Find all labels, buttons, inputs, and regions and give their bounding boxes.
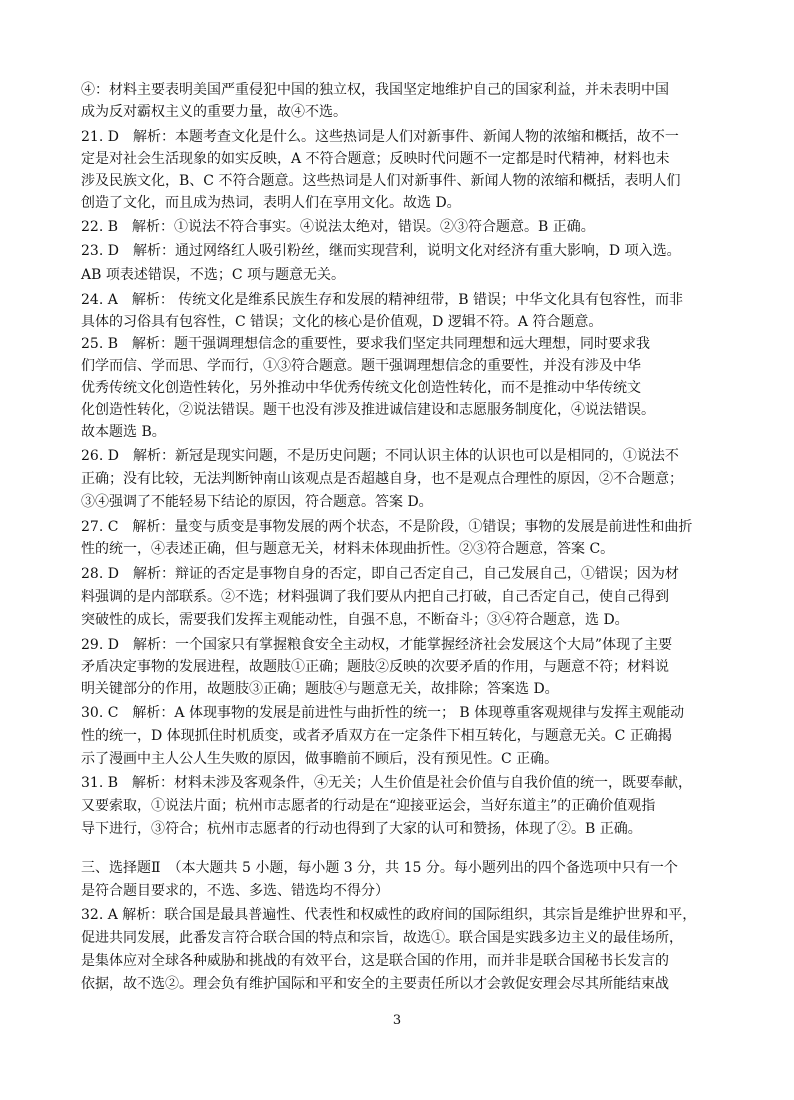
text-line: 涉及民族文化，B、C 不符合题意。这些热词是人们对新事件、新闻人物的浓缩和概括，表明人们 — [81, 173, 681, 189]
text-line: 又要索取，①说法片面；杭州市志愿者的行动是在“迎接亚运会，当好东道主”的正确价值观指 — [81, 798, 656, 814]
text-line: 21. D 解析：本题考查文化是什么。这些热词是人们对新事件、新闻人物的浓缩和概括，故不一 — [81, 129, 679, 145]
text-line: 正确；没有比较，无法判断钟南山该观点是否超越自身，也不是观点合理性的原因，②不合题意； — [81, 471, 683, 487]
text-line: 定是对社会生活现象的如实反映，A 不符合题意；反映时代问题不一定都是时代精神，材料也未 — [81, 151, 670, 167]
text-line: 创造了文化，而且成为热词，表明人们在享用文化。故选 D。 — [81, 195, 461, 211]
text-line: 导下进行，③符合；杭州市志愿者的行动也得到了大家的认可和赞扬，体现了②。B 正确。 — [81, 821, 642, 837]
text-line: 23. D 解析：通过网络红人吸引粉丝，继而实现营利，说明文化对经济有重大影响，D 项入选。 — [81, 243, 681, 259]
text-line: AB 项表述错误，不选；C 项与题意无关。 — [81, 267, 346, 283]
text-line: 27. C 解析：量变与质变是事物发展的两个状态，不是阶段，①错误；事物的发展是前进性和曲折 — [81, 519, 693, 535]
text-line: 25. B 解析：题干强调理想信念的重要性，要求我们坚定共同理想和远大理想，同时要求我 — [81, 336, 651, 352]
text-line: 成为反对霸权主义的重要力量，故④不选。 — [81, 104, 347, 120]
text-line: 性的统一，D 体现抓住时机质变，或者矛盾双方在一定条件下相互转化，与题意无关。C 正确揭 — [81, 728, 672, 744]
text-line: 29. D 解析：一个国家只有掌握粮食安全主动权，才能掌握经济社会发展这个大局”体现了主要 — [81, 637, 673, 653]
text-line: 26. D 解析：新冠是现实问题，不是历史问题；不同认识主体的认识也可以是相同的，①说法不 — [81, 448, 679, 464]
text-line: 依据，故不选②。理会负有维护国际和平和安全的主要责任所以才会敦促安理会尽其所能结束战 — [81, 976, 669, 992]
text-line: 矛盾决定事物的发展进程，故题肢①正确；题肢②反映的次要矛盾的作用，与题意不符；材料说 — [81, 659, 669, 675]
text-line: 料强调的是内部联系。②不选；材料强调了我们要从内把自己打破，自己否定自己，使自己得到 — [81, 589, 669, 605]
text-line: 30. C 解析：A 体现事物的发展是前进性与曲折性的统一； B 体现尊重客观规律与发挥主观能动 — [81, 705, 685, 721]
section-heading: 三、选择题Ⅱ （本大题共 5 小题，每小题 3 分，共 15 分。每小题列出的四个备选项中只有一个 — [81, 860, 678, 876]
text-line: 28. D 解析：辩证的否定是事物自身的否定，即自己否定自己，自己发展自己，①错误；因为材 — [81, 566, 679, 582]
text-line: 是符合题目要求的，不选、多选、错选均不得分） — [81, 883, 389, 899]
page-number: 3 — [392, 1013, 402, 1028]
text-line: 明关键部分的作用，故题肢③正确；题肢④与题意无关，故排除；答案选 D。 — [81, 681, 559, 697]
text-line: 化创造性转化，②说法错误。题干也没有涉及推进诚信建设和志愿服务制度化，④说法错误。 — [81, 402, 655, 418]
text-line: 24. A 解析： 传统文化是维系民族生存和发展的精神纽带，B 错误；中华文化具有包容性，而非 — [81, 292, 684, 308]
text-line: ③④强调了不能轻易下结论的原因，符合题意。答案 D。 — [81, 494, 433, 510]
text-line: 优秀传统文化创造性转化，另外推动中华优秀传统文化创造性转化，而不是推动中华传统文 — [81, 380, 641, 396]
text-line: 示了漫画中主人公人生失败的原因，做事瞻前不顾后，没有预见性。C 正确。 — [81, 751, 559, 767]
text-line: 故本题选 B。 — [81, 424, 166, 440]
text-line: ④：材料主要表明美国严重侵犯中国的独立权，我国坚定地维护自己的国家利益，并未表明中国 — [81, 82, 669, 98]
text-line: 促进共同发展，此番发言符合联合国的特点和宗旨，故选①。联合国是实践多边主义的最佳场所， — [81, 930, 683, 946]
text-line: 突破性的成长，需要我们发挥主观能动性，自强不息，不断奋斗；③④符合题意，选 D。 — [81, 612, 629, 628]
text-line: 31. B 解析：材料未涉及客观条件，④无关；人生价值是社会价值与自我价值的统一，既要奉献， — [81, 775, 693, 791]
text-line: 22. B 解析：①说法不符合事实。④说法太绝对，错误。②③符合题意。B 正确。 — [81, 219, 595, 235]
text-line: 性的统一，④表述正确，但与题意无关，材料未体现曲折性。②③符合题意，答案 C。 — [81, 541, 615, 557]
text-line: 是集体应对全球各种威胁和挑战的有效平台，这是联合国的作用，而并非是联合国秘书长发言的 — [81, 953, 669, 969]
text-line: 们学而信、学而思、学而行，①③符合题意。题干强调理想信念的重要性，并没有涉及中华 — [81, 358, 641, 374]
text-line: 具体的习俗具有包容性，C 错误；文化的核心是价值观，D 逻辑不符。A 符合题意。 — [81, 314, 603, 330]
text-line: 32. A 解析：联合国是最具普遍性、代表性和权威性的政府间的国际组织，其宗旨是维护世界和平， — [81, 907, 697, 923]
